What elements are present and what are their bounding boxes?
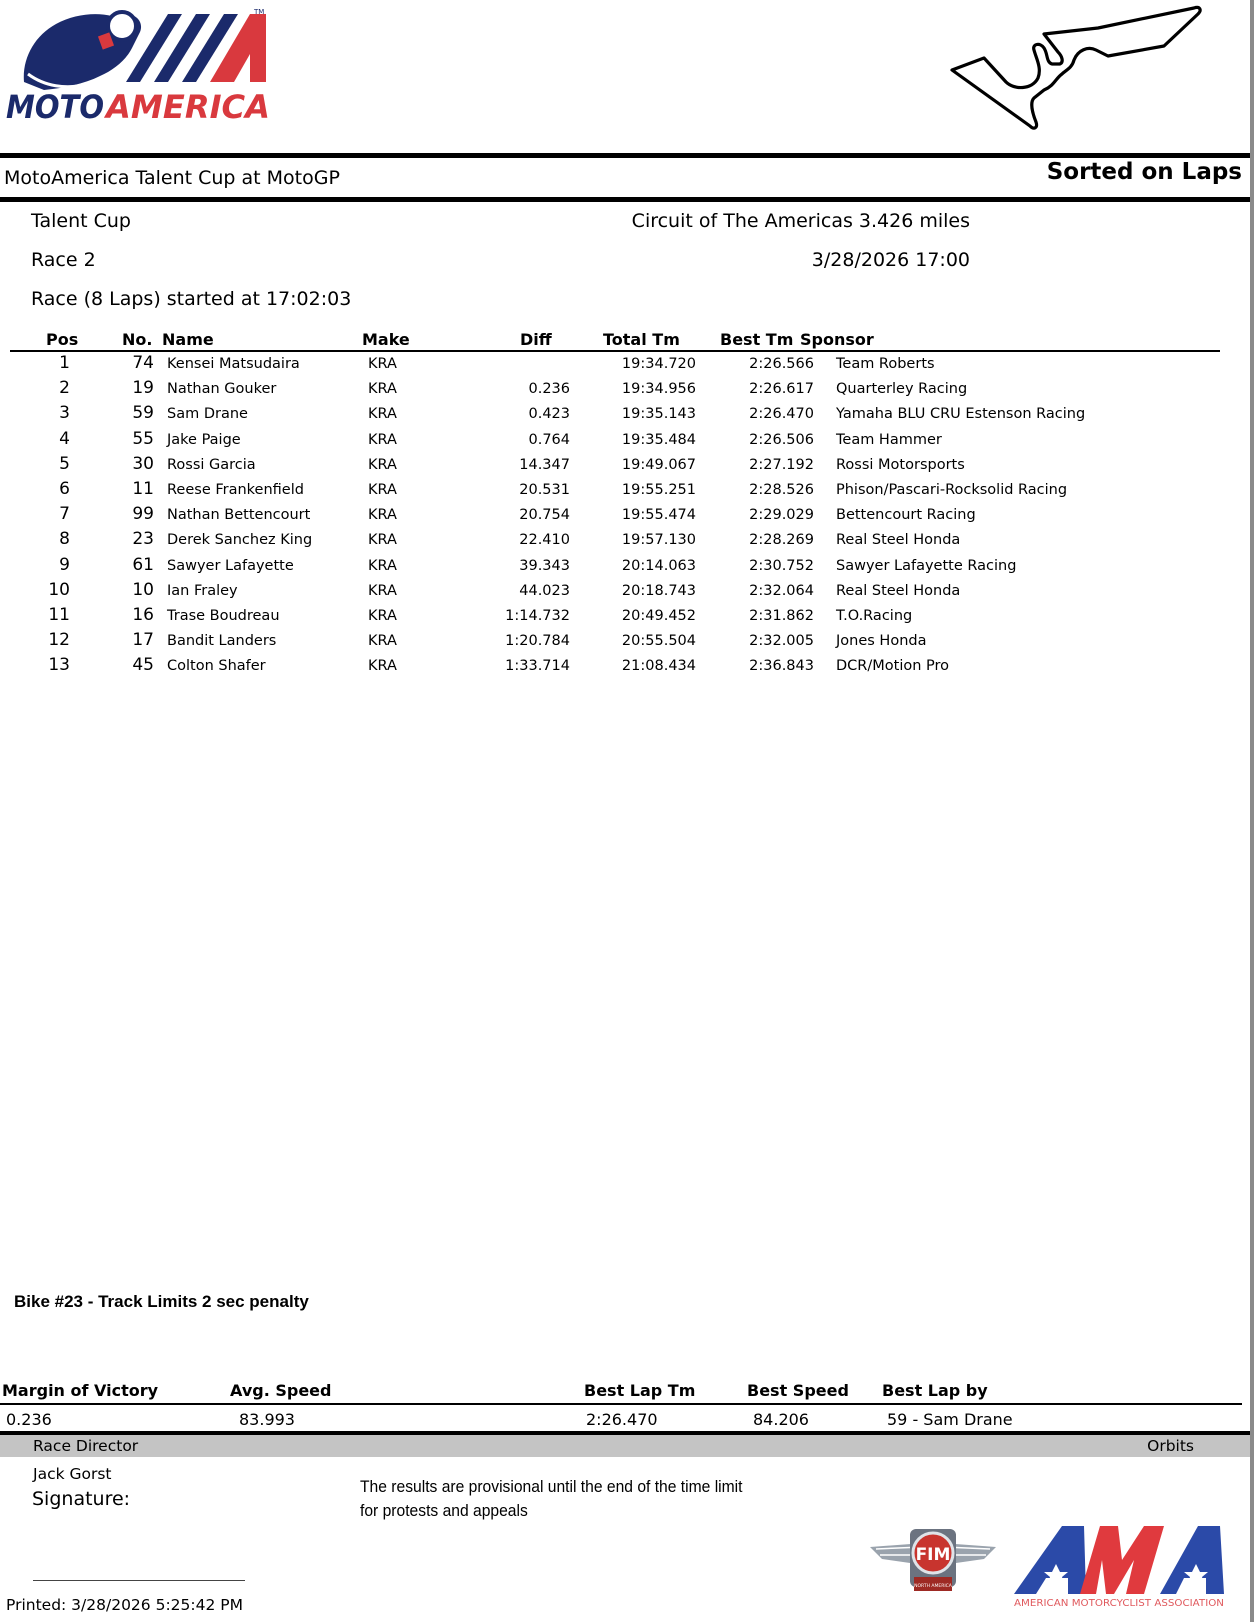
timing-system-label: Orbits [1147,1437,1194,1455]
table-row [10,629,1220,654]
penalty-note: Bike #23 - Track Limits 2 sec penalty [14,1292,309,1311]
cell-sponsor: Quarterley Racing [836,381,968,398]
event-title: MotoAmerica Talent Cup at MotoGP [4,167,340,189]
cell-diff: 39.343 [519,557,570,574]
cell-make: KRA [368,481,397,498]
cell-total-time: 19:49.067 [621,456,696,473]
provisional-disclaimer [360,1475,743,1523]
cell-sponsor: Real Steel Honda [836,582,961,599]
cell-make: KRA [368,658,397,675]
cell-diff: 0.236 [528,381,570,398]
cell-sponsor: DCR/Motion Pro [836,658,950,675]
signature-label: Signature: [32,1488,131,1510]
race-director-label: Race Director [33,1437,139,1455]
table-row [10,604,1220,629]
circuit-info: Circuit of The Americas 3.426 miles [631,210,970,232]
cell-sponsor: Jones Honda [836,633,927,650]
fim-text: FIM [915,1545,951,1565]
signature-line [33,1580,245,1581]
page-edge [1250,0,1254,1622]
cell-rider-name: Sam Drane [167,406,248,423]
cell-bike-number: 59 [132,403,154,424]
cell-make: KRA [368,582,397,599]
col-header-total-time: Total Tm [603,330,680,349]
cell-make: KRA [368,356,397,372]
logo-text-moto: MOTO [6,88,104,126]
cell-rider-name: Ian Fraley [167,582,238,599]
summary-label-best-lap-by: Best Lap by [882,1381,988,1400]
fim-subtext: NORTH AMERICA [914,1584,952,1589]
cell-position: 9 [59,554,70,575]
table-row [10,554,1220,579]
ama-logo [1010,1520,1228,1610]
cell-diff: 44.023 [519,582,570,599]
summary-value-best-speed: 84.206 [753,1410,809,1429]
cell-diff: 0.764 [528,431,570,448]
cell-make: KRA [368,507,397,524]
results-table [10,330,1220,679]
table-row [10,654,1220,679]
col-header-sponsor: Sponsor [800,330,874,349]
cell-total-time: 19:55.474 [621,507,696,524]
cell-sponsor: Real Steel Honda [836,532,961,549]
summary-label-best-lap-time: Best Lap Tm [584,1381,696,1400]
col-header-best-time: Best Tm [720,330,794,349]
cell-total-time: 19:57.130 [621,532,696,549]
col-header-no: No. [122,330,153,349]
cell-make: KRA [368,456,397,473]
cell-position: 11 [48,604,70,625]
cell-best-time: 2:29.029 [749,507,814,524]
disclaimer-line-2: for protests and appeals [360,1501,528,1520]
cell-position: 7 [59,504,70,525]
cell-position: 10 [48,579,70,600]
cell-bike-number: 30 [132,453,154,474]
cell-rider-name: Jake Paige [167,431,241,448]
summary-label-best-speed: Best Speed [747,1381,849,1400]
track-map-icon [948,2,1208,136]
cell-total-time: 19:35.484 [621,431,696,448]
cell-best-time: 2:26.617 [749,381,814,398]
cell-make: KRA [368,557,397,574]
footer-band [0,1435,1250,1457]
trademark-mark: TM [254,8,265,16]
cell-total-time: 20:14.063 [621,557,696,574]
cell-rider-name: Colton Shafer [167,658,266,675]
cell-position: 1 [59,353,70,373]
cell-make: KRA [368,381,397,398]
summary-header-row [0,1381,1242,1405]
cell-bike-number: 17 [132,630,154,651]
race-name: Race 2 [31,249,96,271]
cell-rider-name: Trase Boudreau [167,607,280,624]
cell-make: KRA [368,406,397,423]
cell-sponsor: Bettencourt Racing [836,507,976,524]
cell-bike-number: 19 [132,378,154,399]
cell-sponsor: Team Hammer [836,431,942,448]
cell-best-time: 2:31.862 [749,607,814,624]
cell-rider-name: Derek Sanchez King [167,532,313,549]
cell-rider-name: Nathan Gouker [167,381,277,398]
cell-make: KRA [368,431,397,448]
cell-position: 8 [59,529,70,550]
cell-diff: 20.754 [519,507,570,524]
ama-full-name: AMERICAN MOTORCYCLIST ASSOCIATION [1014,1598,1224,1609]
cell-total-time: 19:55.251 [621,481,696,498]
cell-rider-name: Kensei Matsudaira [167,356,300,372]
cell-make: KRA [368,532,397,549]
cell-diff: 1:20.784 [505,633,570,650]
summary-value-margin: 0.236 [6,1410,52,1429]
cell-bike-number: 74 [132,353,154,373]
cell-diff: 22.410 [519,532,570,549]
cell-best-time: 2:30.752 [749,557,814,574]
cell-bike-number: 23 [132,529,154,550]
summary-value-best-lap-time: 2:26.470 [586,1410,658,1429]
cell-total-time: 19:34.956 [621,381,696,398]
results-header-row [10,330,1220,352]
table-row [10,478,1220,503]
cell-best-time: 2:26.506 [749,431,814,448]
table-row [10,453,1220,478]
cell-position: 3 [59,403,70,424]
cell-total-time: 19:34.720 [621,356,696,372]
table-row [10,352,1220,377]
cell-sponsor: Sawyer Lafayette Racing [836,557,1017,574]
cell-bike-number: 11 [132,478,154,499]
cell-bike-number: 45 [132,655,154,676]
header-bottom-rule [0,197,1250,202]
logo-text-america: AMERICA [102,88,270,126]
cell-sponsor: Phison/Pascari-Rocksolid Racing [836,481,1068,498]
motoamerica-logo [4,4,280,130]
cell-make: KRA [368,633,397,650]
race-start-info: Race (8 Laps) started at 17:02:03 [31,288,352,310]
cell-best-time: 2:32.064 [749,582,814,599]
cell-rider-name: Reese Frankenfield [167,481,304,498]
cell-sponsor: Team Roberts [836,356,935,372]
cell-sponsor: Rossi Motorsports [836,456,965,473]
cell-bike-number: 99 [132,504,154,525]
col-header-make: Make [362,330,410,349]
cell-best-time: 2:26.470 [749,406,814,423]
cell-total-time: 21:08.434 [621,658,696,675]
table-row [10,503,1220,528]
header-top-rule [0,153,1250,158]
race-director-name: Jack Gorst [33,1465,112,1483]
cell-total-time: 20:49.452 [621,607,696,624]
cell-diff: 20.531 [519,481,570,498]
cell-position: 12 [48,630,70,651]
race-datetime: 3/28/2026 17:00 [811,249,970,271]
table-row [10,428,1220,453]
table-row [10,377,1220,402]
col-header-diff: Diff [520,330,552,349]
col-header-pos: Pos [46,330,79,349]
cell-position: 4 [59,428,70,449]
col-header-name: Name [162,330,214,349]
cell-diff: 0.423 [528,406,570,423]
cell-rider-name: Rossi Garcia [167,456,256,473]
summary-label-avg-speed: Avg. Speed [230,1381,332,1400]
cell-bike-number: 61 [132,554,154,575]
cell-make: KRA [368,607,397,624]
fim-north-america-logo [868,1525,998,1597]
cell-best-time: 2:32.005 [749,633,814,650]
cell-bike-number: 10 [132,579,154,600]
cell-position: 2 [59,378,70,399]
summary-label-margin: Margin of Victory [2,1381,159,1400]
cell-best-time: 2:36.843 [749,658,814,675]
results-body [10,352,1220,679]
disclaimer-line-1: The results are provisional until the end of the time limit [360,1477,743,1496]
rider-graphic-icon [24,12,141,90]
summary-value-best-lap-by: 59 - Sam Drane [887,1410,1013,1429]
race-class: Talent Cup [31,210,131,232]
table-row [10,528,1220,553]
cell-position: 6 [59,478,70,499]
cell-bike-number: 16 [132,604,154,625]
printed-timestamp: Printed: 3/28/2026 5:25:42 PM [6,1596,243,1614]
cell-total-time: 19:35.143 [621,406,696,423]
cell-diff: 1:33.714 [505,658,570,675]
table-row [10,579,1220,604]
cell-sponsor: Yamaha BLU CRU Estenson Racing [836,406,1086,423]
cell-rider-name: Bandit Landers [167,633,277,650]
cell-bike-number: 55 [132,428,154,449]
table-row [10,402,1220,427]
sort-label: Sorted on Laps [1046,159,1242,185]
cell-best-time: 2:28.269 [749,532,814,549]
cell-diff: 14.347 [519,456,570,473]
cell-position: 13 [48,655,70,676]
cell-rider-name: Sawyer Lafayette [167,557,294,574]
cell-position: 5 [59,453,70,474]
cell-best-time: 2:28.526 [749,481,814,498]
cell-best-time: 2:26.566 [749,356,814,372]
cell-total-time: 20:55.504 [621,633,696,650]
cell-total-time: 20:18.743 [621,582,696,599]
cell-rider-name: Nathan Bettencourt [167,507,311,524]
cell-sponsor: T.O.Racing [836,607,913,624]
cell-diff: 1:14.732 [505,607,570,624]
summary-value-avg-speed: 83.993 [239,1410,295,1429]
cell-best-time: 2:27.192 [749,456,814,473]
